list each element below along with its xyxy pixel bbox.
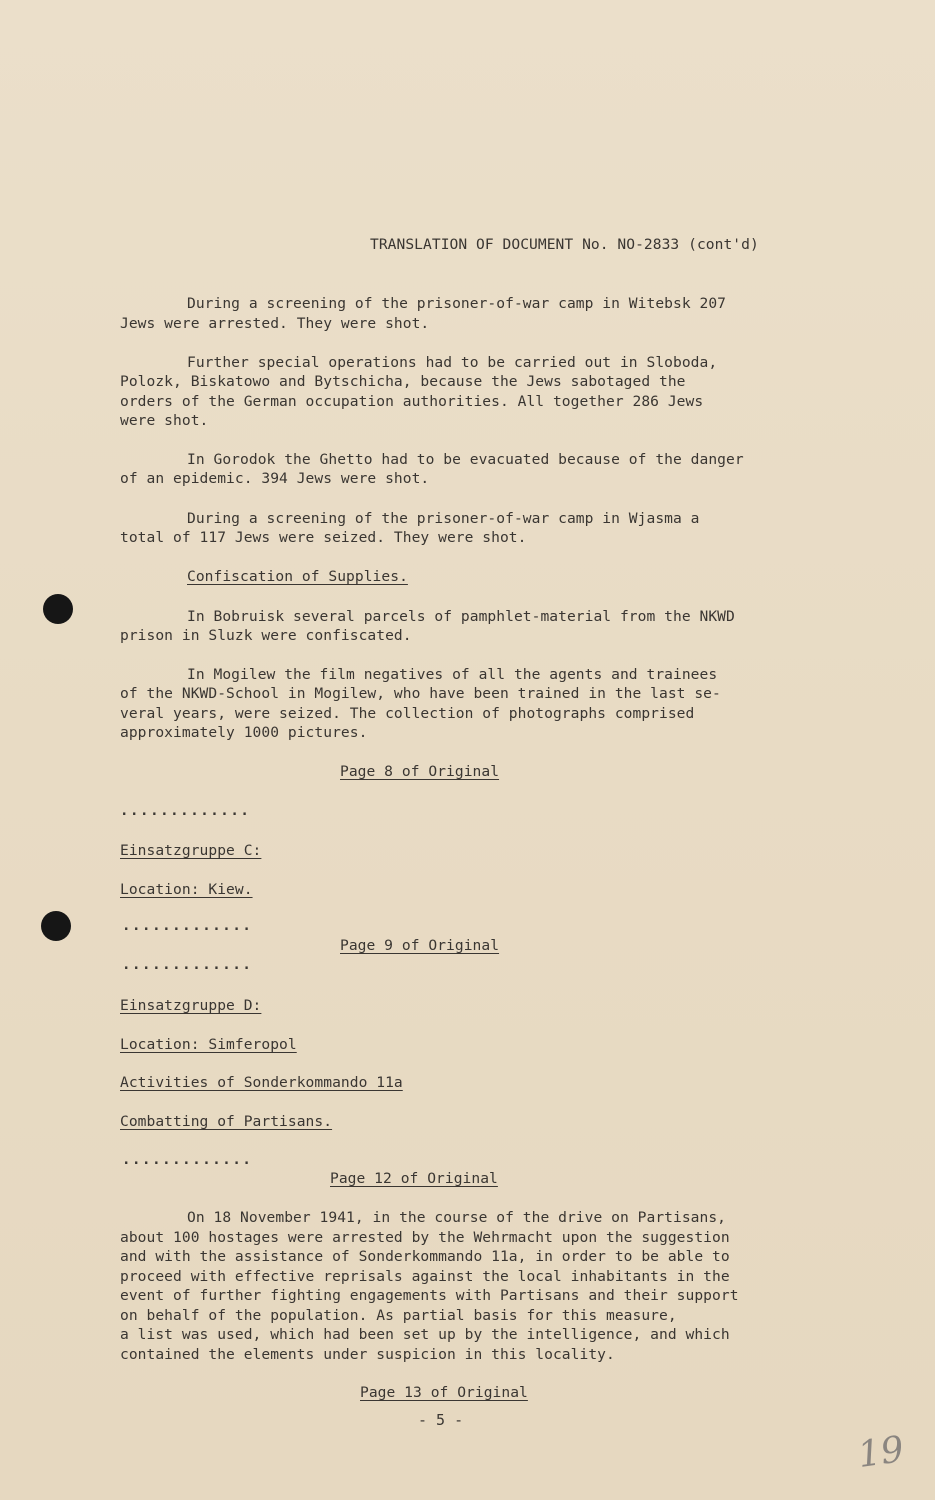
location-simferopol: Location: Simferopol [120,1036,297,1053]
section-heading-einsatzgruppe-d: Einsatzgruppe D: [120,997,262,1014]
paragraph-line: Polozk, Biskatowo and Bytschicha, because the Jews sabotaged the [120,373,686,390]
paragraph-line: of an epidemic. 394 Jews were shot. [120,470,430,487]
ellipsis-dots: ............. [122,918,253,934]
paragraph-line: orders of the German occupation authorities. All together 286 Jews [120,393,704,410]
page-reference: Page 12 of Original [330,1170,498,1187]
paragraph-line: of the NKWD-School in Mogilew, who have been trained in the last se- [120,685,721,702]
paragraph-line: Jews were arrested. They were shot. [120,315,430,332]
ellipsis-dots: ............. [120,803,251,819]
paragraph-line: contained the elements under suspicion in this locality. [120,1346,615,1363]
paragraph-line: In Mogilew the film negatives of all the agents and trainees [187,666,718,683]
paragraph-line: During a screening of the prisoner-of-war camp in Witebsk 207 [187,295,727,312]
paragraph-line: On 18 November 1941, in the course of the drive on Partisans, [187,1209,727,1226]
page-number: - 5 - [418,1411,464,1429]
paragraph-line: and with the assistance of Sonderkommando 11a, in order to be able to [120,1248,730,1265]
page-reference: Page 9 of Original [340,937,500,954]
paragraph-line: proceed with effective reprisals against the local inhabitants in the [120,1268,730,1285]
paragraph-line: In Gorodok the Ghetto had to be evacuated because of the danger [187,451,744,468]
page-reference: Page 8 of Original [340,763,500,780]
page-reference: Page 13 of Original [360,1384,528,1401]
paragraph-line: a list was used, which had been set up by the intelligence, and which [120,1326,730,1343]
ellipsis-dots: ............. [122,1152,253,1168]
punch-hole [43,594,73,624]
activities-heading: Activities of Sonderkommando 11a [120,1074,403,1091]
paragraph-line: approximately 1000 pictures. [120,724,368,741]
paragraph-line: event of further fighting engagements with Partisans and their support [120,1287,739,1304]
location-kiew: Location: Kiew. [120,881,253,898]
paragraph-line: veral years, were seized. The collection of photographs comprised [120,705,695,722]
paragraph-line: total of 117 Jews were seized. They were shot. [120,529,527,546]
paragraph-line: on behalf of the population. As partial basis for this measure, [120,1307,677,1324]
section-heading-confiscation: Confiscation of Supplies. [187,568,408,585]
combatting-heading: Combatting of Partisans. [120,1113,333,1130]
ellipsis-dots: ............. [122,957,253,973]
document-header: TRANSLATION OF DOCUMENT No. NO-2833 (cont'd) [370,236,759,253]
paragraph-line: were shot. [120,412,209,429]
punch-hole [41,911,71,941]
paragraph-line: During a screening of the prisoner-of-war camp in Wjasma a [187,510,700,527]
paragraph-line: Further special operations had to be carried out in Sloboda, [187,354,718,371]
paragraph-line: prison in Sluzk were confiscated. [120,627,412,644]
paragraph-line: about 100 hostages were arrested by the Wehrmacht upon the suggestion [120,1229,730,1246]
section-heading-einsatzgruppe-c: Einsatzgruppe C: [120,842,262,859]
handwritten-page-number: 19 [855,1429,907,1476]
paragraph-line: In Bobruisk several parcels of pamphlet-material from the NKWD [187,608,735,625]
